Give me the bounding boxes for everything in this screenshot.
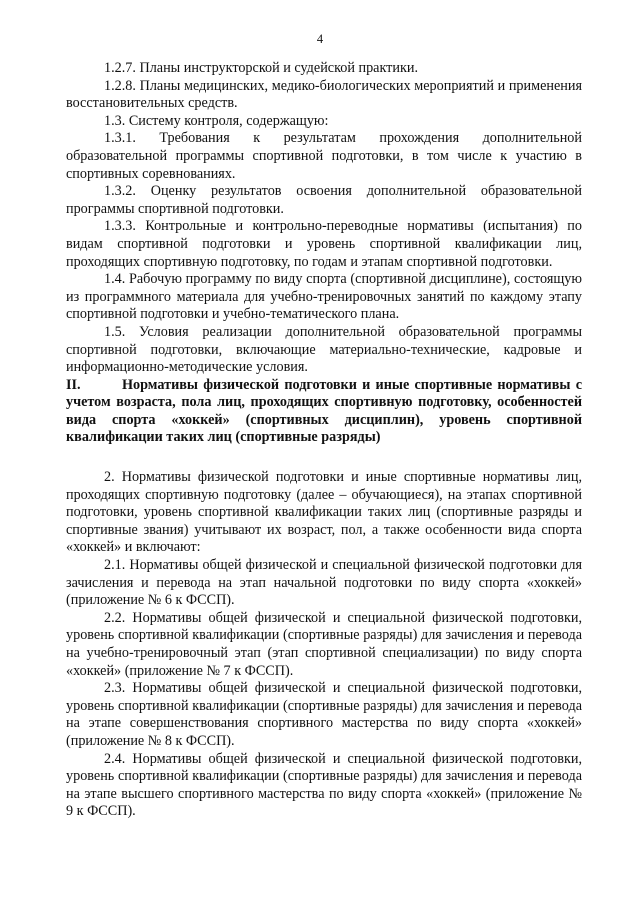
paragraph-1-2-7: 1.2.7. Планы инструкторской и судейской практики. — [104, 60, 418, 76]
section-number: II. — [66, 376, 81, 393]
section-title: Нормативы физической подготовки и иные спортивные нормативы с учетом возраста, пола лиц, проходящих спортивную подготовку, особенностей вида спорта «хоккей» (спортивных дисциплин), уровень спортивной квалификации таких лиц (спортивные разряды) — [66, 376, 582, 446]
paragraph-2-4: 2.4. Нормативы общей физической и специальной физической подготовки, уровень спортивной квалификации (спортивные разряды) для зачисления и перевода на этапе высшего спортивного мастерства по виду спорта «хоккей» (приложение № 9 к ФССП). — [66, 750, 582, 820]
paragraph-2: 2. Нормативы физической подготовки и иные спортивные нормативы лиц, проходящих спортивную подготовку (далее – обучающиеся), на этапах спортивной подготовки, уровень спортивной квалификации таких лиц (спортивные разряды и спортивные звания) учитывают их возраст, пол, а также особенности вида спорта «хоккей» и включают: — [66, 469, 582, 556]
paragraph-1-3-3: 1.3.3. Контрольные и контрольно-переводные нормативы (испытания) по видам спортивной подготовки и уровень спортивной квалификации лиц, проходящих спортивную подготовку, по годам и этапам спортивной подготовки. — [66, 218, 582, 270]
document-body — [66, 60, 582, 821]
paragraph-1-2-8: 1.2.8. Планы медицинских, медико-биологических мероприятий и применения восстановительных средств. — [66, 77, 582, 112]
section-heading — [66, 377, 582, 447]
paragraph-1-3: 1.3. Систему контроля, содержащую: — [104, 112, 329, 129]
paragraph-1-3-2: 1.3.2. Оценку результатов освоения дополнительной образовательной программы спортивной подготовки. — [66, 183, 582, 217]
spacer — [66, 447, 582, 469]
paragraph-2-3: 2.3. Нормативы общей физической и специальной физической подготовки, уровень спортивной квалификации (спортивные разряды) для зачисления и перевода на этапе совершенствования спортивного мастерства по виду спорта «хоккей» (приложение № 8 к ФССП). — [66, 680, 582, 749]
paragraph-2-2: 2.2. Нормативы общей физической и специальной физической подготовки, уровень спортивной квалификации (спортивные разряды) для зачисления и перевода на учебно-тренировочный этап (этап спортивной специализации) по виду спорта «хоккей» (приложение № 7 к ФССП). — [66, 609, 582, 679]
paragraph-1-3-1: 1.3.1. Требования к результатам прохождения дополнительной образовательной программы спортивной подготовки, в том числе к участию в спортивных соревнованиях. — [66, 130, 582, 182]
paragraph-1-5: 1.5. Условия реализации дополнительной образовательной программы спортивной подготовки, включающие материально-технические, кадровые и информационно-методические условия. — [66, 323, 582, 376]
paragraph-2-1: 2.1. Нормативы общей физической и специальной физической подготовки для зачисления и перевода на этап начальной подготовки по виду спорта «хоккей» (приложение № 6 к ФССП). — [66, 557, 582, 609]
page-number: 4 — [316, 32, 324, 46]
paragraph-1-4: 1.4. Рабочую программу по виду спорта (спортивной дисциплине), состоящую из программного материала для учебно-тренировочных занятий по каждому этапу спортивной подготовки и учебно-тематического плана. — [66, 271, 582, 323]
